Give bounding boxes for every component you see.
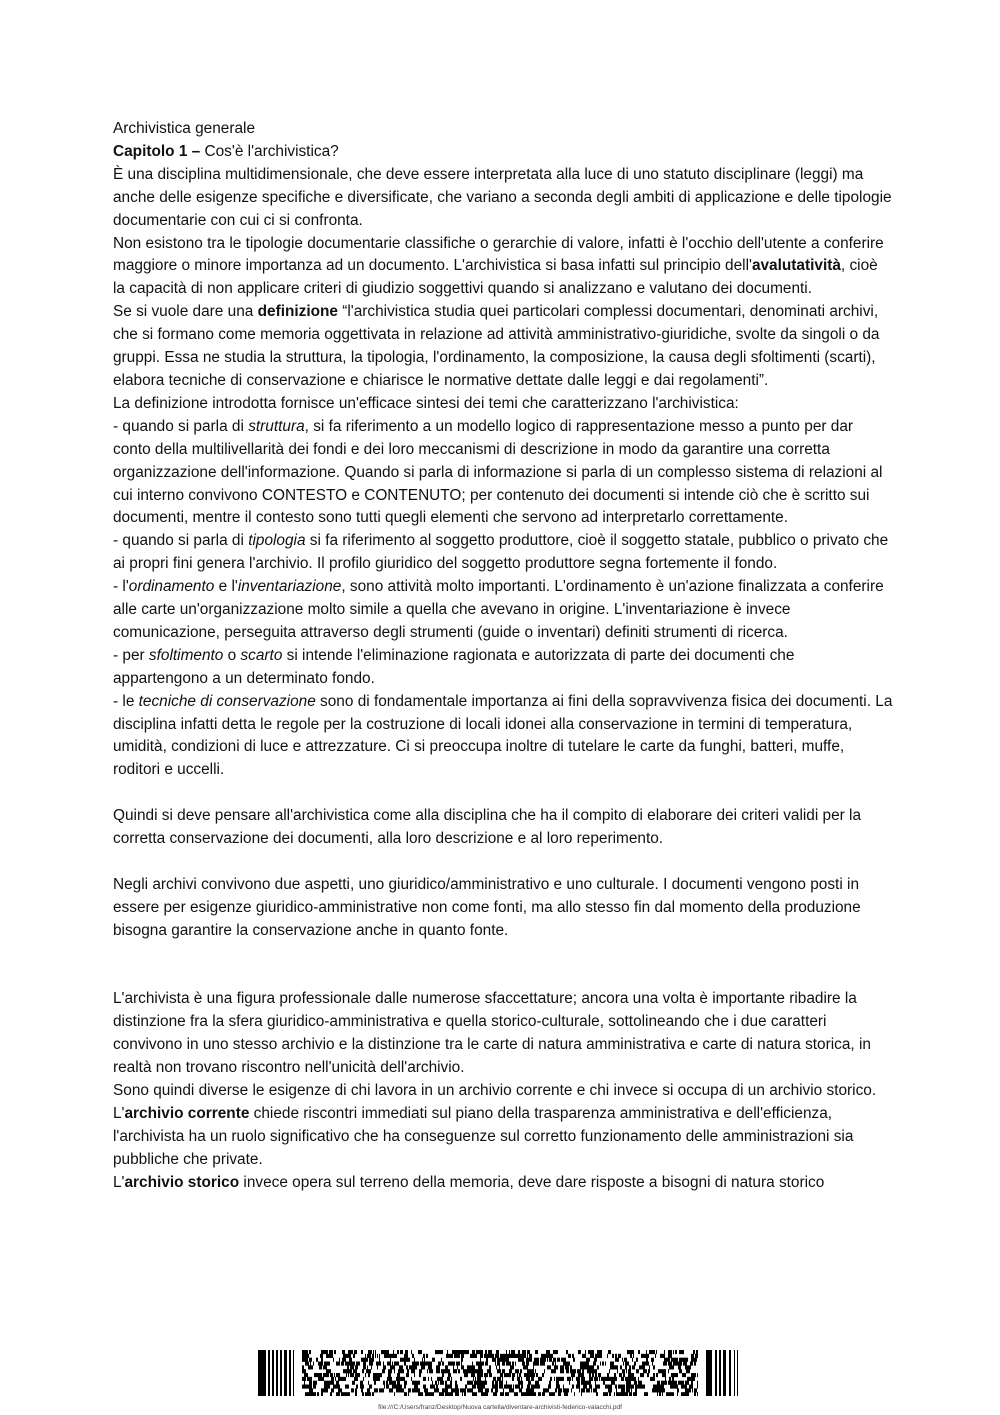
paragraph-definizione (113, 301, 893, 393)
text-span: Se si vuole dare una (113, 303, 258, 321)
text-span: o (223, 646, 241, 664)
term-struttura: struttura (248, 417, 305, 435)
text-span: sono di fondamentale importanza ai fini della sopravvivenza fisica dei documenti. La disciplina infatti detta le regole per la costruzione di locali idonei alla conservazione in termini di temperatura, umidità, condizioni di luce e attrezzature. Ci si preoccupa inoltre di tutelare le carte da funghi, batteri, muffe, roditori e uccelli. (113, 692, 893, 779)
paragraph-intro: È una disciplina multidimensionale, che deve essere interpretata alla luce di uno statuto disciplinare (leggi) ma anche delle esigenze specifiche e diversificate, che variano a seconda degli ambiti di applicazione e delle tipologie documentarie con cui ci si confronta. (113, 165, 892, 229)
paragraph-valore (113, 233, 893, 302)
term-tecniche-conservazione: tecniche di conservazione (138, 692, 316, 710)
paragraph-spacer (113, 943, 893, 989)
document-header: Archivistica generale (113, 120, 256, 137)
term-archivio-storico: archivio storico (124, 1173, 240, 1191)
text-span: - quando si parla di (113, 532, 249, 550)
term-definizione: definizione (257, 303, 338, 321)
text-span: “l'archivistica studia quei particolari complessi documentari, denominati archivi, che si formano come memoria oggettivata in relazione ad attività amministrativo-giuridiche, svolte da singoli o da gruppi. Essa ne studia la struttura, la tipologia, l'ordinamento, la composizione, la causa degli sfoltimenti (scarti), elabora tecniche di conservazione e chiarisce le normative dettate dalle leggi e dai regolamenti”. (113, 303, 880, 389)
term-tipologia: tipologia (248, 532, 306, 550)
bullet-tecniche (113, 691, 893, 783)
term-archivio-corrente: archivio corrente (124, 1104, 250, 1122)
barcode-icon (258, 1350, 742, 1396)
term-ordinamento: ordinamento (128, 578, 215, 596)
term-sfoltimento: sfoltimento (148, 646, 224, 664)
text-span: L' (113, 1173, 125, 1191)
term-scarto: scarto (240, 646, 283, 664)
text-span: - l' (113, 578, 129, 596)
paragraph-quindi: Quindi si deve pensare all'archivistica come alla disciplina che ha il compito di elaborare dei criteri validi per la corretta conservazione dei documenti, alla loro descrizione e al loro reperimento. (113, 807, 862, 848)
paragraph-archivista: L'archivista è una figura professionale dalle numerose sfaccettature; ancora una volta è importante ribadire la distinzione fra la sfera giuridico-amministrativa e quella storico-culturale, sottolineando che i due caratteri convivono in uno stesso archivio e la distinzione tra le carte di natura amministrativa e carte di natura storica, in realtà non trovano riscontro nell'unicità dell'archivio. (113, 990, 871, 1077)
text-span: chiede riscontri immediati sul piano della trasparenza amministrativa e dell'efficienza, l'archivista ha un ruolo significativo che ha conseguenze sul corretto funzionamento delle amministrazioni sia pubbliche che private. (113, 1104, 854, 1168)
chapter-title: Cos'è l'archivistica? (200, 142, 339, 160)
term-inventariazione: inventariazione (237, 578, 342, 596)
text-span: invece opera sul terreno della memoria, deve dare risposte a bisogni di natura storico (239, 1173, 825, 1191)
text-span: L' (113, 1104, 125, 1122)
text-span: e l' (214, 578, 238, 596)
text-span: - per (113, 646, 149, 664)
paragraph-spacer (113, 782, 893, 805)
paragraph-sintesi: La definizione introdotta fornisce un'efficace sintesi dei temi che caratterizzano l'archivistica: (113, 394, 739, 412)
term-avalutativita: avalutatività (751, 257, 841, 275)
text-span: Non esistono tra le tipologie documentarie classifiche o gerarchie di valore, infatti è l'occhio dell'utente a conferire maggiore o minore importanza ad un documento. L'archivistica si basa infatti sul principio dell' (113, 234, 884, 275)
bullet-tipologia (113, 530, 893, 576)
bullet-ordinamento (113, 576, 893, 645)
paragraph-spacer (113, 851, 893, 874)
bullet-struttura (113, 416, 893, 531)
text-span: , si fa riferimento a un modello logico di rappresentazione messo a punto per dar conto della multilivellarità dei fondi e dei loro meccanismi di descrizione in modo da garantire una corretta organizzazione dell'informazione. Quando si parla di informazione si parla di un complesso sistema di relazioni al cui interno convivono CONTESTO e CONTENUTO; per contenuto dei documenti si intende ciò che è scritto sui documenti, mentre il contesto sono tutti quegli elementi che servono ad interpretarlo correttamente. (113, 417, 883, 527)
paragraph-archivio-storico (113, 1172, 893, 1195)
chapter-heading (113, 141, 893, 164)
file-path-footer: file:///C:/Users/franz/Desktop/Nuova cartella/diventare-archivisti-federico-valacchi.pdf (378, 1404, 622, 1411)
text-span: , sono attività molto importanti. L'ordinamento è un'azione finalizzata a conferire alle carte un'organizzazione molto simile a quella che avevano in origine. L'inventariazione è invece comunicazione, perseguita attraverso degli strumenti (guide o inventari) definiti strumenti di ricerca. (113, 578, 884, 641)
text-span: - le (113, 692, 139, 710)
text-span: si intende l'eliminazione ragionata e autorizzata di parte dei documenti che appartengono a un determinato fondo. (113, 646, 795, 687)
text-span: si fa riferimento al soggetto produttore, cioè il soggetto statale, pubblico o privato che ai propri fini genera l'archivio. Il profilo giuridico del soggetto produttore segna fortemente il fondo. (113, 532, 889, 573)
paragraph-aspetti: Negli archivi convivono due aspetti, uno giuridico/amministrativo e uno culturale. I documenti vengono posti in essere per esigenze giuridico-amministrative non come fonti, ma allo stesso fin dal momento della produzione bisogna garantire la conservazione anche in quanto fonte. (113, 875, 861, 939)
paragraph-archivio-corrente (113, 1103, 893, 1172)
chapter-label: Capitolo 1 – (113, 142, 201, 160)
bullet-sfoltimento (113, 645, 893, 691)
text-span: - quando si parla di (113, 417, 249, 435)
barcode-area (250, 1340, 750, 1404)
paragraph-esigenze: Sono quindi diverse le esigenze di chi lavora in un archivio corrente e chi invece si occupa di un archivio storico. (113, 1082, 877, 1100)
document-page (113, 118, 893, 1195)
text-span: , cioè la capacità di non applicare criteri di giudizio soggettivi quando si analizzano e valutano dei documenti. (113, 257, 878, 298)
